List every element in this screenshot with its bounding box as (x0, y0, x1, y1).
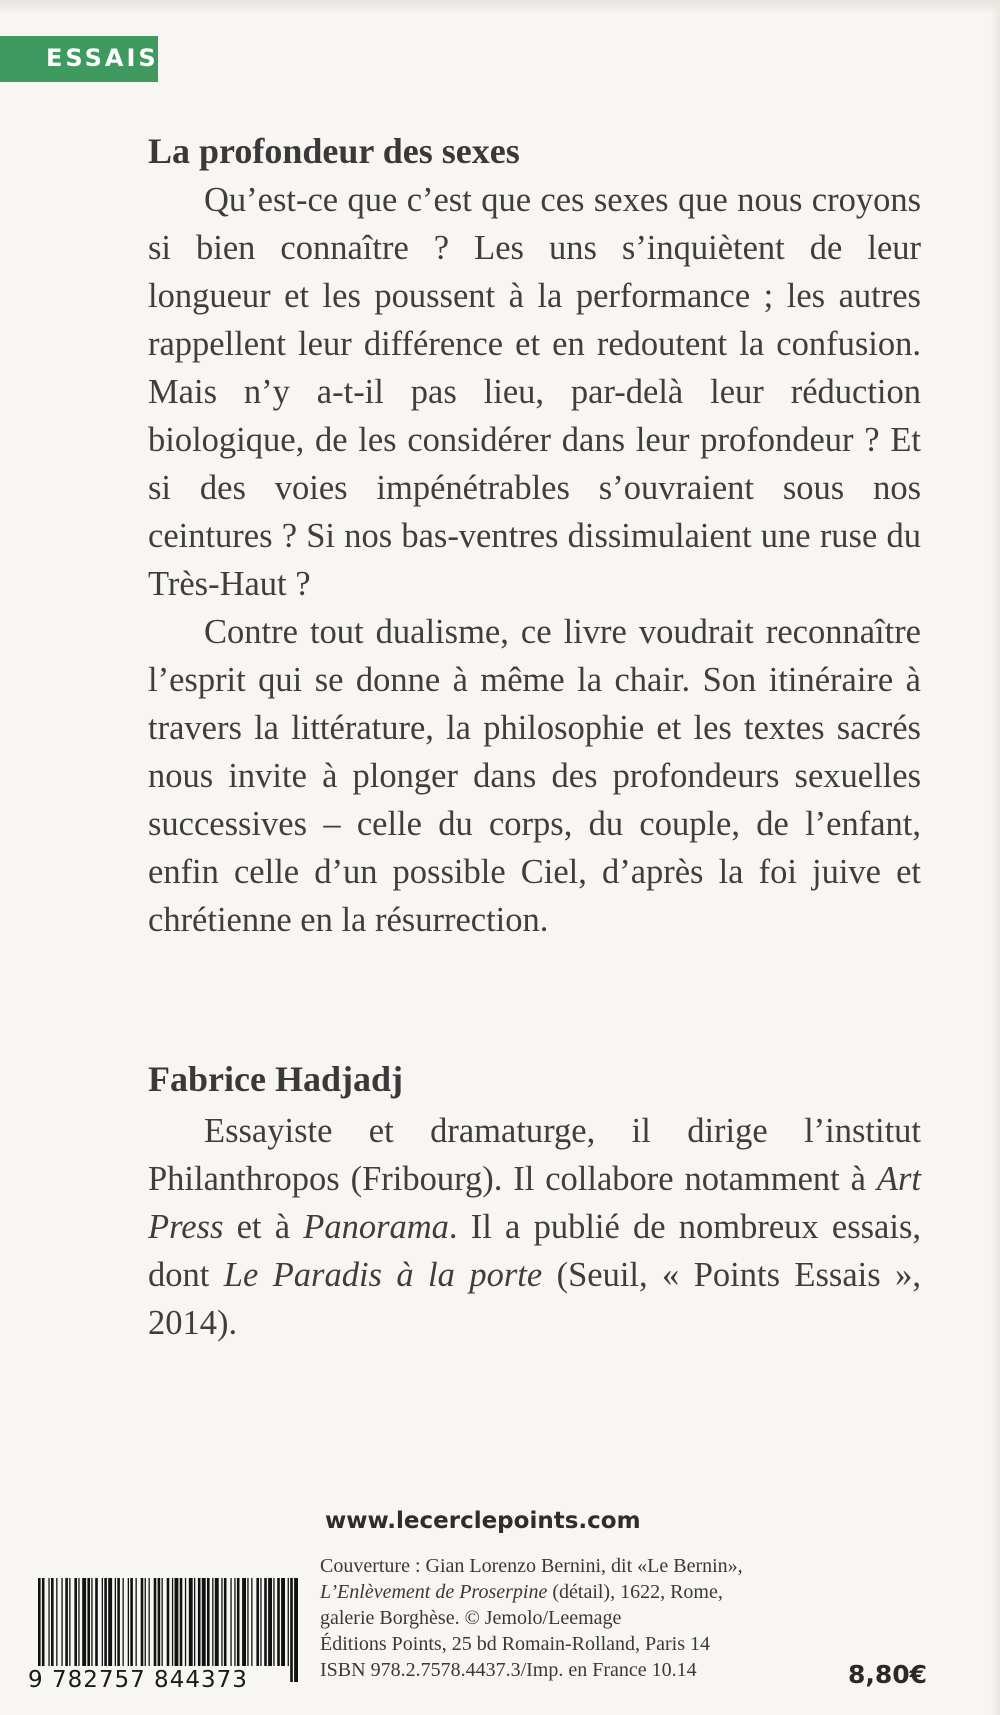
barcode-bar (290, 1578, 293, 1682)
barcode-bar (281, 1578, 285, 1666)
barcode-bar (234, 1578, 235, 1666)
barcode-bar (172, 1578, 173, 1666)
barcode-bar (247, 1578, 248, 1666)
barcode-bar (102, 1578, 103, 1666)
barcode-bar (115, 1578, 116, 1666)
barcode-bar (117, 1578, 120, 1666)
isbn-line: ISBN 978.2.7578.4437.3/Imp. en France 10.14 (320, 1659, 697, 1681)
barcode-bar (256, 1578, 259, 1666)
author-bio-end: (Seuil, « Points Essais », 2014). (148, 1256, 921, 1342)
book-title: La profondeur des sexes (148, 131, 520, 171)
publisher-address: Éditions Points, 25 bd Romain-Rolland, Paris 14 (320, 1633, 711, 1655)
barcode-bar (128, 1578, 129, 1666)
barcode-bar (237, 1578, 240, 1666)
page-right-edge (990, 0, 1000, 1715)
barcode-bar (130, 1578, 133, 1666)
barcode-bar (251, 1578, 252, 1666)
author-bio (148, 1107, 921, 1347)
barcode-bar (69, 1578, 70, 1666)
credits-block (320, 1553, 810, 1683)
barcode-bar (215, 1578, 219, 1666)
barcode-bar (167, 1578, 170, 1666)
barcode-bar (277, 1578, 280, 1666)
barcode-bar (202, 1578, 206, 1666)
author-name: Fabrice Hadjadj (148, 1059, 403, 1099)
barcode-bar (74, 1578, 77, 1666)
barcode-bar (224, 1578, 227, 1666)
author-bio-middle: . Il a publié de nombreux essais, dont (148, 1208, 922, 1294)
barcode-bar (61, 1578, 62, 1666)
cover-credit-line-2 (320, 1579, 810, 1605)
barcode-bar (212, 1578, 213, 1666)
barcode-bar (145, 1578, 146, 1666)
barcode-bar (207, 1578, 210, 1666)
barcode-bar (78, 1578, 79, 1666)
barcode-bar (288, 1578, 289, 1666)
barcode-bar (180, 1578, 183, 1666)
barcode-bar (95, 1578, 98, 1666)
author-bio-paragraph (148, 1107, 921, 1347)
publisher-website: www.lecerclepoints.com (325, 1508, 641, 1534)
author-bio-title-art-press: Art Press (148, 1160, 921, 1246)
barcode-bar (221, 1578, 222, 1666)
barcode-bar (242, 1578, 246, 1666)
barcode-bar (260, 1578, 261, 1666)
barcode-bar (87, 1578, 90, 1666)
barcode-bar (108, 1578, 112, 1666)
barcode-bar (104, 1578, 107, 1666)
barcode-bar (158, 1578, 161, 1666)
barcode-bar (91, 1578, 92, 1666)
barcode-bar (294, 1578, 298, 1682)
author-bio-intro: Essayiste et dramaturge, il dirige l’institut Philanthropos (Fribourg). Il collabore notamment à (148, 1112, 921, 1198)
book-summary (148, 176, 921, 944)
author-bio-between: et à (223, 1208, 304, 1246)
cover-credit-line-1: Couverture : Gian Lorenzo Bernini, dit «Le Bernin», (320, 1555, 743, 1577)
barcode-bar (65, 1578, 68, 1666)
summary-paragraph-1: Qu’est-ce que c’est que ces sexes que nous croyons si bien connaître ? Les uns s’inquiètent de leur longueur et les poussent à la performance ; les autres rappellent leur différence et en redoutent la confusion. Mais n’y a-t-il pas lieu, par-delà leur réduction biologique, de les considérer dans leur profondeur ? Et si des voies impénétrables s’ouvraient sous nos ceintures ? Si nos bas-ventres dissimulaient une ruse du Très-Haut ? (148, 181, 921, 603)
summary-paragraph-2: Contre tout dualisme, ce livre voudrait reconnaître l’esprit qui se donne à même la chair. Son itinéraire à travers la littérature, la philosophie et les textes sacrés nous invite à plonger dans des profondeurs sexuelles successives – celle du corps, du couple, de l’enfant, enfin celle d’un possible Ciel, d’après la foi juive et chrétienne en la résurrection. (148, 613, 921, 939)
barcode-bar (162, 1578, 163, 1666)
barcode-bar (149, 1578, 150, 1666)
barcode-bar (198, 1578, 201, 1666)
barcode-bar (56, 1578, 57, 1666)
barcode-bar (51, 1578, 54, 1666)
cover-credit-line-2-rest: (détail), 1622, Rome, (547, 1581, 723, 1603)
author-bio-title-panorama: Panorama (303, 1208, 449, 1246)
barcode-bar (123, 1578, 124, 1666)
barcode-digits: 9 782757 844373 (28, 1667, 248, 1693)
barcode-bar (175, 1578, 179, 1666)
barcode-bar (264, 1578, 267, 1666)
price-label: 8,80€ (848, 1660, 928, 1689)
series-label: ESSAIS (46, 44, 159, 72)
cover-artwork-title: L’Enlèvement de Proserpine (320, 1581, 548, 1603)
barcode-bar (82, 1578, 86, 1666)
barcode-bar (48, 1578, 49, 1666)
barcode-bar (185, 1578, 186, 1666)
page-top-shadow (0, 0, 1000, 14)
barcode-bar (189, 1578, 193, 1666)
barcode-bar (194, 1578, 195, 1666)
barcode-bar (154, 1578, 157, 1666)
barcode-bar (230, 1578, 231, 1666)
author-bio-title-paradis: Le Paradis à la porte (223, 1256, 543, 1294)
barcode-bar (273, 1578, 274, 1666)
barcode-bar (136, 1578, 137, 1666)
barcode-bar (268, 1578, 272, 1666)
cover-credit-line-3: galerie Borghèse. © Jemolo/Leemage (320, 1607, 622, 1629)
